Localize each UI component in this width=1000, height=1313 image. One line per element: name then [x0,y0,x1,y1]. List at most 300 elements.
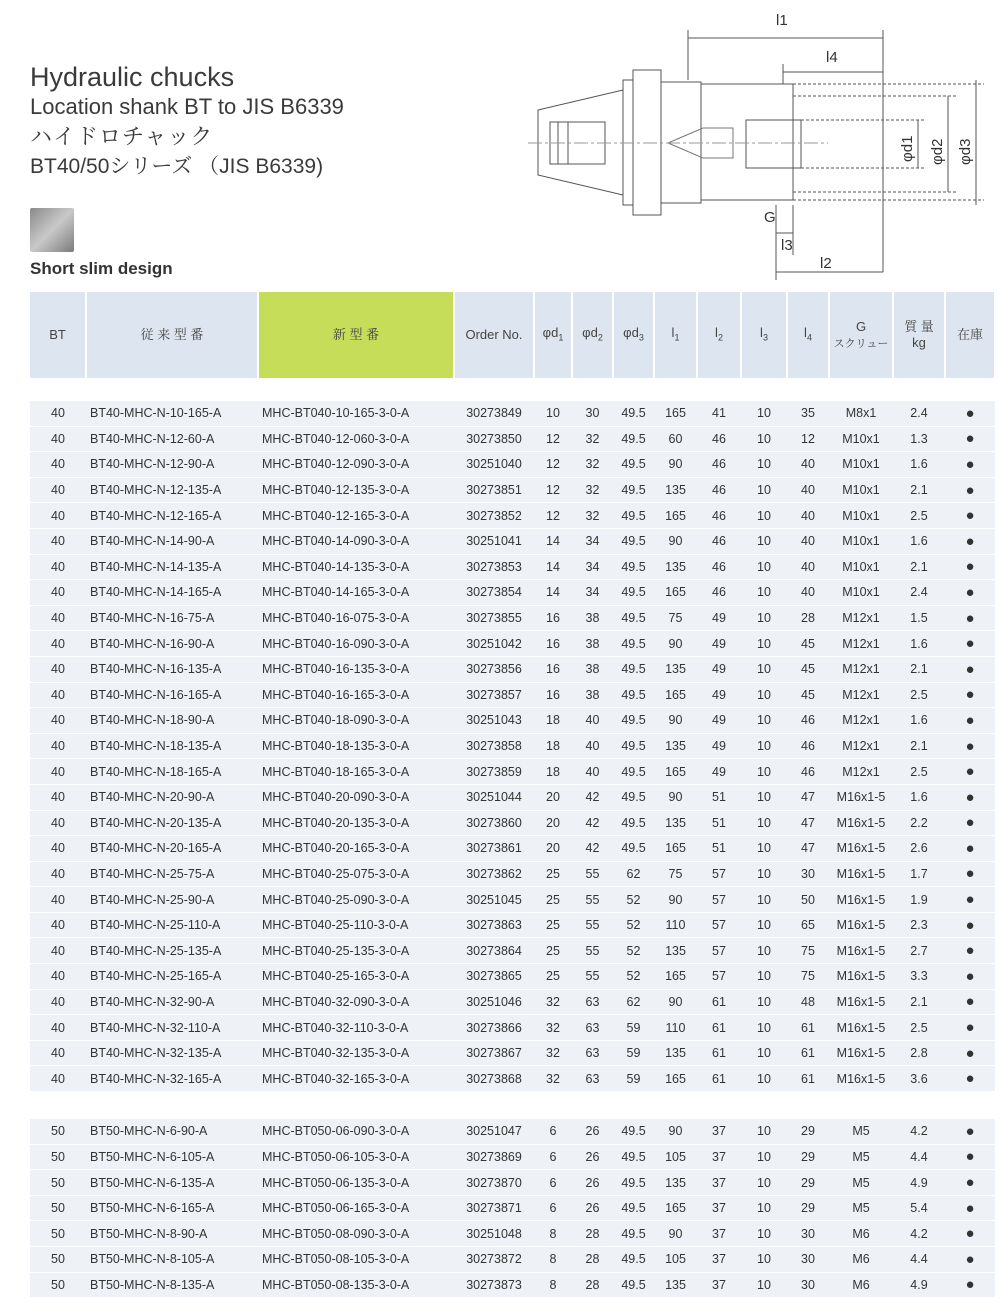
cell-mass: 2.2 [893,810,945,836]
dim-d1: φd1 [899,135,916,162]
cell-l4: 45 [787,656,829,682]
cell-old-model: BT40-MHC-N-14-135-A [86,554,258,580]
cell-stock: ● [945,682,995,708]
dim-l4: l4 [826,49,838,66]
cell-d2: 30 [572,401,613,427]
cell-g-screw: M16x1-5 [829,938,893,964]
cell-order-no: 30273866 [454,1015,534,1041]
cell-l3: 10 [741,580,787,606]
cell-l2: 51 [697,784,741,810]
cell-d3: 49.5 [613,836,654,862]
cell-order-no: 30273852 [454,503,534,529]
cell-l2: 49 [697,682,741,708]
cell-l2: 37 [697,1144,741,1170]
header-l4: $l_4$ [787,292,829,378]
table-row [30,1040,995,1066]
cell-new-model: MHC-BT040-18-090-3-0-A [258,708,454,734]
cell-l4: 46 [787,708,829,734]
cell-l2: 49 [697,708,741,734]
cell-bt: 40 [30,580,86,606]
cell-l2: 46 [697,580,741,606]
cell-l2: 49 [697,605,741,631]
cell-mass: 1.6 [893,631,945,657]
cell-l3: 10 [741,784,787,810]
cell-g-screw: M16x1-5 [829,784,893,810]
cell-d1: 18 [534,759,572,785]
dim-l1: l1 [776,12,788,29]
cell-mass: 1.6 [893,784,945,810]
cell-new-model: MHC-BT040-14-090-3-0-A [258,528,454,554]
cell-d1: 12 [534,426,572,452]
cell-order-no: 30251043 [454,708,534,734]
cell-l4: 46 [787,733,829,759]
cell-l2: 61 [697,1015,741,1041]
cell-stock: ● [945,1247,995,1273]
cell-d3: 49.5 [613,605,654,631]
cell-l2: 51 [697,810,741,836]
cell-stock: ● [945,861,995,887]
cell-l2: 57 [697,861,741,887]
cell-d1: 25 [534,938,572,964]
cell-old-model: BT40-MHC-N-10-165-A [86,401,258,427]
cell-mass: 2.5 [893,503,945,529]
cell-stock: ● [945,426,995,452]
cell-d1: 12 [534,452,572,478]
cell-old-model: BT40-MHC-N-14-165-A [86,580,258,606]
cell-new-model: MHC-BT050-06-135-3-0-A [258,1170,454,1196]
cell-l4: 48 [787,989,829,1015]
cell-bt: 40 [30,477,86,503]
cell-g-screw: M8x1 [829,401,893,427]
page-title-japanese: ハイドロチャック [30,124,214,149]
cell-mass: 1.5 [893,605,945,631]
cell-order-no: 30273870 [454,1170,534,1196]
cell-l1: 165 [654,1066,697,1092]
cell-l4: 29 [787,1119,829,1145]
cell-d1: 20 [534,784,572,810]
cell-new-model: MHC-BT040-16-090-3-0-A [258,631,454,657]
cell-d2: 42 [572,784,613,810]
cell-d3: 49.5 [613,759,654,785]
cell-order-no: 30251040 [454,452,534,478]
cell-bt: 40 [30,554,86,580]
cell-l2: 57 [697,887,741,913]
cell-d3: 49.5 [613,1221,654,1247]
cell-d2: 38 [572,682,613,708]
cell-new-model: MHC-BT040-12-090-3-0-A [258,452,454,478]
cell-l2: 37 [697,1195,741,1221]
cell-g-screw: M12x1 [829,682,893,708]
cell-bt: 40 [30,1040,86,1066]
table-row [30,503,995,529]
cell-l1: 135 [654,733,697,759]
cell-old-model: BT50-MHC-N-6-90-A [86,1119,258,1145]
cell-stock: ● [945,1144,995,1170]
cell-d1: 8 [534,1272,572,1298]
cell-mass: 1.6 [893,452,945,478]
cell-new-model: MHC-BT040-14-165-3-0-A [258,580,454,606]
cell-g-screw: M5 [829,1119,893,1145]
cell-old-model: BT40-MHC-N-16-75-A [86,605,258,631]
header-stock: 在庫 [945,292,995,378]
cell-d2: 38 [572,605,613,631]
cell-l3: 10 [741,1066,787,1092]
table-row [30,938,995,964]
cell-d3: 52 [613,912,654,938]
cell-bt: 40 [30,836,86,862]
cell-d1: 6 [534,1144,572,1170]
cell-old-model: BT40-MHC-N-25-110-A [86,912,258,938]
cell-l2: 46 [697,503,741,529]
cell-l3: 10 [741,1195,787,1221]
cell-order-no: 30273863 [454,912,534,938]
cell-l2: 49 [697,631,741,657]
cell-g-screw: M10x1 [829,580,893,606]
cell-l1: 165 [654,836,697,862]
cell-order-no: 30273872 [454,1247,534,1273]
cell-bt: 50 [30,1221,86,1247]
cell-d1: 32 [534,1040,572,1066]
cell-mass: 4.9 [893,1170,945,1196]
cell-l4: 12 [787,426,829,452]
cell-bt: 40 [30,964,86,990]
cell-l3: 10 [741,452,787,478]
cell-l4: 47 [787,810,829,836]
cell-old-model: BT40-MHC-N-18-165-A [86,759,258,785]
cell-l1: 165 [654,682,697,708]
cell-stock: ● [945,1119,995,1145]
cell-mass: 2.6 [893,836,945,862]
table-row [30,631,995,657]
cell-d2: 26 [572,1144,613,1170]
table-row [30,989,995,1015]
cell-d2: 63 [572,989,613,1015]
cell-d2: 55 [572,964,613,990]
table-row [30,1170,995,1196]
header-g: G スクリュー [829,292,893,378]
cell-l1: 135 [654,656,697,682]
cell-d2: 34 [572,528,613,554]
cell-old-model: BT40-MHC-N-25-135-A [86,938,258,964]
cell-l1: 165 [654,1195,697,1221]
cell-new-model: MHC-BT040-32-090-3-0-A [258,989,454,1015]
cell-d1: 6 [534,1170,572,1196]
cell-bt: 40 [30,682,86,708]
cell-l4: 40 [787,452,829,478]
cell-d1: 6 [534,1195,572,1221]
cell-d1: 14 [534,528,572,554]
cell-order-no: 30273855 [454,605,534,631]
cell-mass: 2.5 [893,759,945,785]
cell-d3: 52 [613,938,654,964]
cell-g-screw: M16x1-5 [829,810,893,836]
cell-d2: 42 [572,836,613,862]
cell-l2: 57 [697,938,741,964]
cell-l1: 75 [654,605,697,631]
cell-l2: 46 [697,426,741,452]
cell-l3: 10 [741,1247,787,1273]
cell-l1: 135 [654,1170,697,1196]
cell-order-no: 30273865 [454,964,534,990]
cell-old-model: BT50-MHC-N-8-90-A [86,1221,258,1247]
cell-l4: 45 [787,631,829,657]
cell-d2: 28 [572,1247,613,1273]
cell-l4: 40 [787,503,829,529]
cell-l1: 165 [654,580,697,606]
cell-mass: 1.6 [893,708,945,734]
cell-order-no: 30273862 [454,861,534,887]
cell-d1: 14 [534,554,572,580]
cell-g-screw: M12x1 [829,733,893,759]
cell-bt: 40 [30,708,86,734]
cell-l2: 46 [697,554,741,580]
cell-old-model: BT40-MHC-N-16-165-A [86,682,258,708]
cell-g-screw: M10x1 [829,503,893,529]
cell-d1: 32 [534,989,572,1015]
cell-old-model: BT40-MHC-N-12-90-A [86,452,258,478]
cell-d1: 8 [534,1247,572,1273]
cell-order-no: 30273859 [454,759,534,785]
cell-l1: 90 [654,452,697,478]
cell-l3: 10 [741,605,787,631]
cell-d1: 20 [534,836,572,862]
cell-d3: 49.5 [613,554,654,580]
cell-d3: 49.5 [613,708,654,734]
cell-g-screw: M12x1 [829,759,893,785]
cell-stock: ● [945,989,995,1015]
table-row [30,861,995,887]
cell-l3: 10 [741,887,787,913]
cell-l4: 40 [787,580,829,606]
table-row [30,733,995,759]
cell-d3: 49.5 [613,477,654,503]
cell-l1: 90 [654,708,697,734]
cell-order-no: 30251048 [454,1221,534,1247]
cell-new-model: MHC-BT040-16-135-3-0-A [258,656,454,682]
cell-l3: 10 [741,810,787,836]
table-row [30,1195,995,1221]
cell-l4: 75 [787,964,829,990]
cell-l1: 75 [654,861,697,887]
cell-d3: 49.5 [613,733,654,759]
cell-stock: ● [945,528,995,554]
cell-g-screw: M6 [829,1247,893,1273]
cell-g-screw: M12x1 [829,631,893,657]
cell-old-model: BT40-MHC-N-18-90-A [86,708,258,734]
cell-d3: 49.5 [613,682,654,708]
cell-stock: ● [945,912,995,938]
cell-d3: 49.5 [613,1144,654,1170]
header-l3: $l_3$ [741,292,787,378]
cell-stock: ● [945,784,995,810]
cell-new-model: MHC-BT040-20-135-3-0-A [258,810,454,836]
cell-d2: 28 [572,1272,613,1298]
cell-new-model: MHC-BT050-08-135-3-0-A [258,1272,454,1298]
cell-stock: ● [945,580,995,606]
cell-d1: 25 [534,861,572,887]
cell-l1: 165 [654,503,697,529]
cell-l1: 110 [654,912,697,938]
cell-d2: 38 [572,656,613,682]
cell-old-model: BT50-MHC-N-6-135-A [86,1170,258,1196]
cell-l2: 61 [697,1040,741,1066]
cell-l2: 46 [697,528,741,554]
cell-l2: 51 [697,836,741,862]
cell-order-no: 30273854 [454,580,534,606]
cell-g-screw: M10x1 [829,426,893,452]
header-old-model: 従 来 型 番 [86,292,258,378]
table-row [30,682,995,708]
cell-d3: 49.5 [613,1119,654,1145]
cell-d3: 59 [613,1066,654,1092]
cell-stock: ● [945,401,995,427]
cell-d3: 62 [613,989,654,1015]
cell-d2: 26 [572,1119,613,1145]
cell-old-model: BT40-MHC-N-20-90-A [86,784,258,810]
cell-d2: 55 [572,887,613,913]
cell-bt: 40 [30,503,86,529]
cell-new-model: MHC-BT040-25-165-3-0-A [258,964,454,990]
cell-bt: 40 [30,452,86,478]
cell-d1: 16 [534,631,572,657]
cell-new-model: MHC-BT050-08-105-3-0-A [258,1247,454,1273]
cell-d2: 26 [572,1170,613,1196]
cell-new-model: MHC-BT040-25-110-3-0-A [258,912,454,938]
cell-bt: 40 [30,733,86,759]
cell-old-model: BT50-MHC-N-6-105-A [86,1144,258,1170]
cell-l3: 10 [741,861,787,887]
cell-l1: 90 [654,1221,697,1247]
cell-old-model: BT40-MHC-N-12-60-A [86,426,258,452]
cell-stock: ● [945,1066,995,1092]
cell-order-no: 30273867 [454,1040,534,1066]
cell-mass: 2.1 [893,554,945,580]
table-row [30,784,995,810]
cell-bt: 40 [30,528,86,554]
cell-bt: 50 [30,1272,86,1298]
cell-mass: 1.3 [893,426,945,452]
cell-g-screw: M16x1-5 [829,1040,893,1066]
cell-l4: 30 [787,1221,829,1247]
cell-l2: 46 [697,477,741,503]
cell-bt: 50 [30,1144,86,1170]
cell-order-no: 30273858 [454,733,534,759]
cell-new-model: MHC-BT050-06-165-3-0-A [258,1195,454,1221]
cell-stock: ● [945,938,995,964]
cell-d1: 6 [534,1119,572,1145]
table-row [30,964,995,990]
cell-l4: 47 [787,784,829,810]
cell-order-no: 30273849 [454,401,534,427]
cell-d3: 59 [613,1040,654,1066]
cell-l1: 135 [654,1040,697,1066]
cell-mass: 2.8 [893,1040,945,1066]
cell-l4: 40 [787,554,829,580]
cell-l1: 90 [654,784,697,810]
cell-l4: 28 [787,605,829,631]
cell-mass: 2.1 [893,477,945,503]
cell-stock: ● [945,1170,995,1196]
cell-g-screw: M5 [829,1170,893,1196]
cell-order-no: 30251041 [454,528,534,554]
cell-order-no: 30273851 [454,477,534,503]
cell-new-model: MHC-BT040-12-060-3-0-A [258,426,454,452]
cell-l1: 90 [654,528,697,554]
cell-l2: 49 [697,759,741,785]
cell-stock: ● [945,452,995,478]
cell-new-model: MHC-BT040-25-135-3-0-A [258,938,454,964]
cell-l2: 46 [697,452,741,478]
cell-d2: 38 [572,631,613,657]
cell-new-model: MHC-BT040-20-165-3-0-A [258,836,454,862]
cell-l3: 10 [741,1144,787,1170]
cell-order-no: 30273873 [454,1272,534,1298]
cell-stock: ● [945,810,995,836]
cell-mass: 2.1 [893,656,945,682]
table-body [30,378,995,1298]
cell-d3: 52 [613,887,654,913]
cell-mass: 1.6 [893,528,945,554]
page-subtitle: Location shank BT to JIS B6339 [30,94,344,119]
cell-d3: 49.5 [613,810,654,836]
cell-old-model: BT40-MHC-N-20-135-A [86,810,258,836]
cell-l4: 61 [787,1066,829,1092]
cell-d1: 16 [534,682,572,708]
cell-stock: ● [945,554,995,580]
cell-stock: ● [945,708,995,734]
cell-stock: ● [945,1040,995,1066]
table-row [30,452,995,478]
cell-d3: 49.5 [613,1247,654,1273]
cell-order-no: 30273864 [454,938,534,964]
cell-mass: 4.9 [893,1272,945,1298]
cell-d1: 18 [534,733,572,759]
cell-d1: 32 [534,1015,572,1041]
cell-l4: 40 [787,477,829,503]
cell-l4: 29 [787,1144,829,1170]
cell-d3: 49.5 [613,631,654,657]
cell-d1: 18 [534,708,572,734]
cell-l3: 10 [741,938,787,964]
cell-d3: 49.5 [613,1170,654,1196]
cell-bt: 40 [30,426,86,452]
cell-old-model: BT40-MHC-N-20-165-A [86,836,258,862]
cell-bt: 40 [30,861,86,887]
title-block [30,62,344,182]
cell-stock: ● [945,605,995,631]
cell-l3: 10 [741,912,787,938]
cell-d2: 32 [572,452,613,478]
cell-l4: 46 [787,759,829,785]
cell-l4: 29 [787,1195,829,1221]
cell-new-model: MHC-BT040-10-165-3-0-A [258,401,454,427]
cell-d2: 40 [572,733,613,759]
cell-mass: 3.6 [893,1066,945,1092]
cell-bt: 40 [30,401,86,427]
cell-mass: 2.4 [893,401,945,427]
cell-d3: 52 [613,964,654,990]
cell-l2: 37 [697,1247,741,1273]
cell-l1: 135 [654,1272,697,1298]
cell-d1: 25 [534,887,572,913]
table-row [30,656,995,682]
table-row [30,1015,995,1041]
cell-l3: 10 [741,964,787,990]
cell-l3: 10 [741,1272,787,1298]
cell-stock: ● [945,1272,995,1298]
cell-l3: 10 [741,836,787,862]
cell-g-screw: M12x1 [829,605,893,631]
